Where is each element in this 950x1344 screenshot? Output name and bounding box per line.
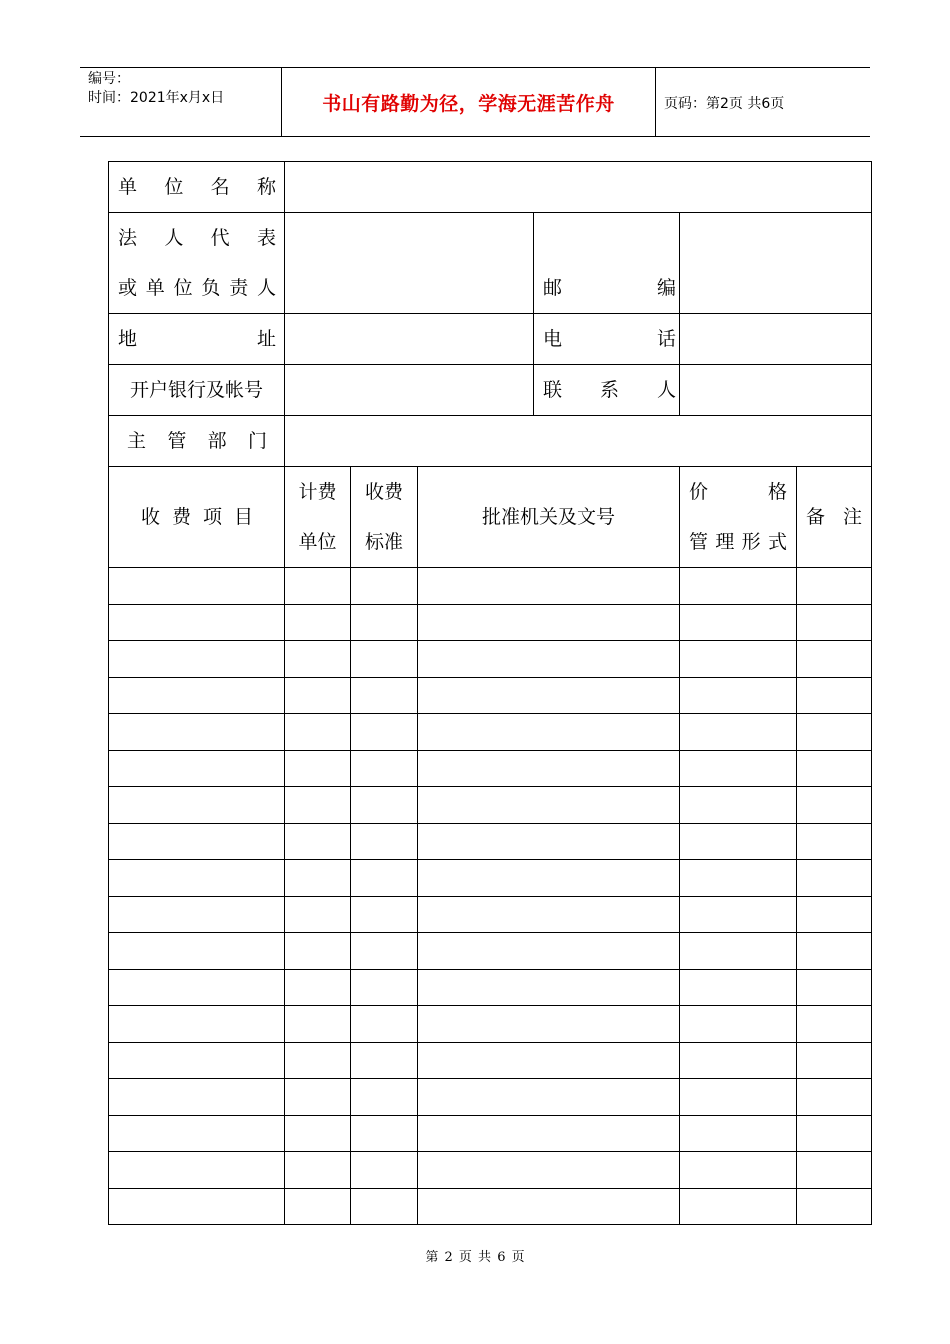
table-row xyxy=(109,969,872,1006)
table-cell[interactable] xyxy=(285,604,351,641)
table-cell[interactable] xyxy=(109,896,285,933)
table-cell[interactable] xyxy=(680,1079,797,1116)
table-cell[interactable] xyxy=(680,604,797,641)
table-cell[interactable] xyxy=(285,933,351,970)
postcode-label: 邮编 xyxy=(543,277,676,299)
table-cell[interactable] xyxy=(285,1079,351,1116)
table-cell[interactable] xyxy=(418,714,680,751)
table-cell[interactable] xyxy=(351,677,418,714)
department-label: 主管部门 xyxy=(127,430,267,452)
bank-label-cell xyxy=(109,365,285,416)
bank-account-field[interactable] xyxy=(285,365,534,416)
table-cell[interactable] xyxy=(680,1115,797,1152)
table-row xyxy=(109,714,872,751)
table-cell[interactable] xyxy=(418,568,680,605)
table-row xyxy=(109,1115,872,1152)
table-cell[interactable] xyxy=(797,1042,872,1079)
table-cell[interactable] xyxy=(109,860,285,897)
page-footer: 第 2 页 共 6 页 xyxy=(425,1250,525,1265)
table-cell[interactable] xyxy=(109,1079,285,1116)
col-std-cell xyxy=(351,467,418,568)
table-cell[interactable] xyxy=(351,1042,418,1079)
table-cell[interactable] xyxy=(797,1152,872,1189)
table-cell[interactable] xyxy=(351,969,418,1006)
table-cell[interactable] xyxy=(351,750,418,787)
table-cell[interactable] xyxy=(285,1152,351,1189)
col-price-cell xyxy=(680,467,797,568)
table-cell[interactable] xyxy=(109,1115,285,1152)
table-cell[interactable] xyxy=(285,1006,351,1043)
table-cell[interactable] xyxy=(680,1152,797,1189)
table-cell[interactable] xyxy=(797,714,872,751)
table-cell[interactable] xyxy=(109,1042,285,1079)
table-cell[interactable] xyxy=(351,604,418,641)
table-cell[interactable] xyxy=(351,1006,418,1043)
table-row xyxy=(109,1006,872,1043)
table-cell[interactable] xyxy=(418,823,680,860)
col-item-header: 收费项目 xyxy=(141,506,253,528)
address-label-cell xyxy=(109,314,285,365)
table-cell[interactable] xyxy=(351,1115,418,1152)
table-cell[interactable] xyxy=(109,568,285,605)
table-cell[interactable] xyxy=(351,860,418,897)
table-cell[interactable] xyxy=(109,969,285,1006)
table-cell[interactable] xyxy=(285,750,351,787)
table-cell[interactable] xyxy=(285,677,351,714)
table-row xyxy=(109,641,872,678)
table-cell[interactable] xyxy=(418,1115,680,1152)
table-cell[interactable] xyxy=(109,787,285,824)
table-cell[interactable] xyxy=(797,677,872,714)
legal-rep-label-line1: 法人代表 xyxy=(118,227,276,249)
table-cell[interactable] xyxy=(680,860,797,897)
postcode-label-cell xyxy=(534,213,680,314)
fee-form-table xyxy=(108,161,872,1225)
table-cell[interactable] xyxy=(109,1006,285,1043)
table-cell[interactable] xyxy=(109,750,285,787)
table-cell[interactable] xyxy=(285,641,351,678)
table-cell[interactable] xyxy=(680,1042,797,1079)
table-cell[interactable] xyxy=(418,1079,680,1116)
fee-rows xyxy=(109,568,872,1225)
table-cell[interactable] xyxy=(109,604,285,641)
table-cell[interactable] xyxy=(680,787,797,824)
table-cell[interactable] xyxy=(109,641,285,678)
table-cell[interactable] xyxy=(797,641,872,678)
unit-name-label-cell xyxy=(109,162,285,213)
table-row xyxy=(109,860,872,897)
table-cell[interactable] xyxy=(109,714,285,751)
table-cell[interactable] xyxy=(351,823,418,860)
table-cell[interactable] xyxy=(418,1006,680,1043)
table-cell[interactable] xyxy=(680,933,797,970)
table-cell[interactable] xyxy=(418,604,680,641)
table-row xyxy=(109,604,872,641)
table-cell[interactable] xyxy=(418,641,680,678)
table-row xyxy=(109,1042,872,1079)
table-cell[interactable] xyxy=(797,969,872,1006)
table-row xyxy=(109,677,872,714)
col-std-header-line1: 收费 xyxy=(364,481,403,503)
table-cell[interactable] xyxy=(285,1188,351,1225)
table-row xyxy=(109,1152,872,1189)
table-cell[interactable] xyxy=(797,1188,872,1225)
table-cell[interactable] xyxy=(285,1115,351,1152)
phone-label: 电话 xyxy=(543,328,676,350)
table-row xyxy=(109,823,872,860)
table-cell[interactable] xyxy=(285,1042,351,1079)
col-note-header: 备注 xyxy=(806,506,862,528)
table-cell[interactable] xyxy=(418,933,680,970)
table-cell[interactable] xyxy=(797,750,872,787)
table-cell[interactable] xyxy=(351,714,418,751)
table-cell[interactable] xyxy=(285,969,351,1006)
table-cell[interactable] xyxy=(680,896,797,933)
table-row xyxy=(109,933,872,970)
address-field[interactable] xyxy=(285,314,534,365)
table-cell[interactable] xyxy=(418,969,680,1006)
table-cell[interactable] xyxy=(680,969,797,1006)
table-cell[interactable] xyxy=(351,641,418,678)
fee-table-header-row xyxy=(109,467,872,568)
legal-rep-field[interactable] xyxy=(285,213,534,314)
table-cell[interactable] xyxy=(351,787,418,824)
table-cell[interactable] xyxy=(680,568,797,605)
table-cell[interactable] xyxy=(351,1152,418,1189)
table-cell[interactable] xyxy=(797,1115,872,1152)
table-cell[interactable] xyxy=(285,860,351,897)
phone-label-cell xyxy=(534,314,680,365)
col-item-cell xyxy=(109,467,285,568)
number-label: 编号： xyxy=(88,71,130,87)
table-row xyxy=(109,787,872,824)
table-row xyxy=(109,1188,872,1225)
unit-name-field[interactable] xyxy=(285,162,872,213)
time-label: 时间：2021年x月x日 xyxy=(88,90,225,106)
table-cell[interactable] xyxy=(418,860,680,897)
table-cell[interactable] xyxy=(351,1079,418,1116)
table-row xyxy=(109,568,872,605)
table-cell[interactable] xyxy=(797,933,872,970)
table-cell[interactable] xyxy=(285,823,351,860)
table-cell[interactable] xyxy=(418,750,680,787)
table-cell[interactable] xyxy=(797,1006,872,1043)
bank-account-label: 开户银行及帐号 xyxy=(129,379,263,401)
table-cell[interactable] xyxy=(351,568,418,605)
legal-rep-label-cell xyxy=(109,213,285,314)
header-divider xyxy=(655,68,656,136)
col-note-cell xyxy=(797,467,872,568)
table-cell[interactable] xyxy=(109,933,285,970)
unit-name-label: 单位名称 xyxy=(118,176,276,198)
table-cell[interactable] xyxy=(351,933,418,970)
table-cell[interactable] xyxy=(285,787,351,824)
table-cell[interactable] xyxy=(680,823,797,860)
table-cell[interactable] xyxy=(109,677,285,714)
table-cell[interactable] xyxy=(680,677,797,714)
table-cell[interactable] xyxy=(797,787,872,824)
table-cell[interactable] xyxy=(109,823,285,860)
col-approval-header: 批准机关及文号 xyxy=(481,506,615,528)
table-row xyxy=(109,1079,872,1116)
table-cell[interactable] xyxy=(680,1006,797,1043)
col-unit-cell xyxy=(285,467,351,568)
header-page-info: 页码：第2页 共6页 xyxy=(664,96,785,112)
table-cell[interactable] xyxy=(797,896,872,933)
table-cell[interactable] xyxy=(797,823,872,860)
postcode-field[interactable] xyxy=(680,213,872,314)
table-cell[interactable] xyxy=(418,677,680,714)
table-cell[interactable] xyxy=(418,1042,680,1079)
contact-field[interactable] xyxy=(680,365,872,416)
col-price-header-line2: 管理形式 xyxy=(689,531,787,553)
col-approval-cell xyxy=(418,467,680,568)
table-cell[interactable] xyxy=(285,714,351,751)
table-cell[interactable] xyxy=(418,787,680,824)
col-price-header-line1: 价格 xyxy=(689,481,787,503)
header-motto: 书山有路勤为径，学海无涯苦作舟 xyxy=(322,93,615,115)
table-cell[interactable] xyxy=(680,750,797,787)
contact-label: 联系人 xyxy=(543,379,676,401)
table-row xyxy=(109,750,872,787)
table-row xyxy=(109,896,872,933)
col-std-header-line2: 标准 xyxy=(364,531,403,553)
table-cell[interactable] xyxy=(285,568,351,605)
page-header xyxy=(80,67,870,137)
department-field[interactable] xyxy=(285,416,872,467)
address-label: 地址 xyxy=(118,328,276,350)
header-meta xyxy=(88,70,224,108)
table-cell[interactable] xyxy=(797,604,872,641)
table-cell[interactable] xyxy=(418,1152,680,1189)
department-label-cell xyxy=(109,416,285,467)
table-cell[interactable] xyxy=(285,896,351,933)
table-cell[interactable] xyxy=(680,714,797,751)
table-cell[interactable] xyxy=(797,860,872,897)
contact-label-cell xyxy=(534,365,680,416)
table-cell[interactable] xyxy=(351,896,418,933)
table-cell[interactable] xyxy=(109,1188,285,1225)
legal-rep-label-line2: 或单位负责人 xyxy=(118,277,276,299)
table-cell[interactable] xyxy=(680,1188,797,1225)
table-cell[interactable] xyxy=(418,1188,680,1225)
col-unit-header-line1: 计费 xyxy=(298,481,337,503)
table-cell[interactable] xyxy=(418,896,680,933)
table-cell[interactable] xyxy=(109,1152,285,1189)
table-cell[interactable] xyxy=(797,568,872,605)
table-cell[interactable] xyxy=(351,1188,418,1225)
table-cell[interactable] xyxy=(797,1079,872,1116)
phone-field[interactable] xyxy=(680,314,872,365)
col-unit-header-line2: 单位 xyxy=(298,531,337,553)
table-cell[interactable] xyxy=(680,641,797,678)
